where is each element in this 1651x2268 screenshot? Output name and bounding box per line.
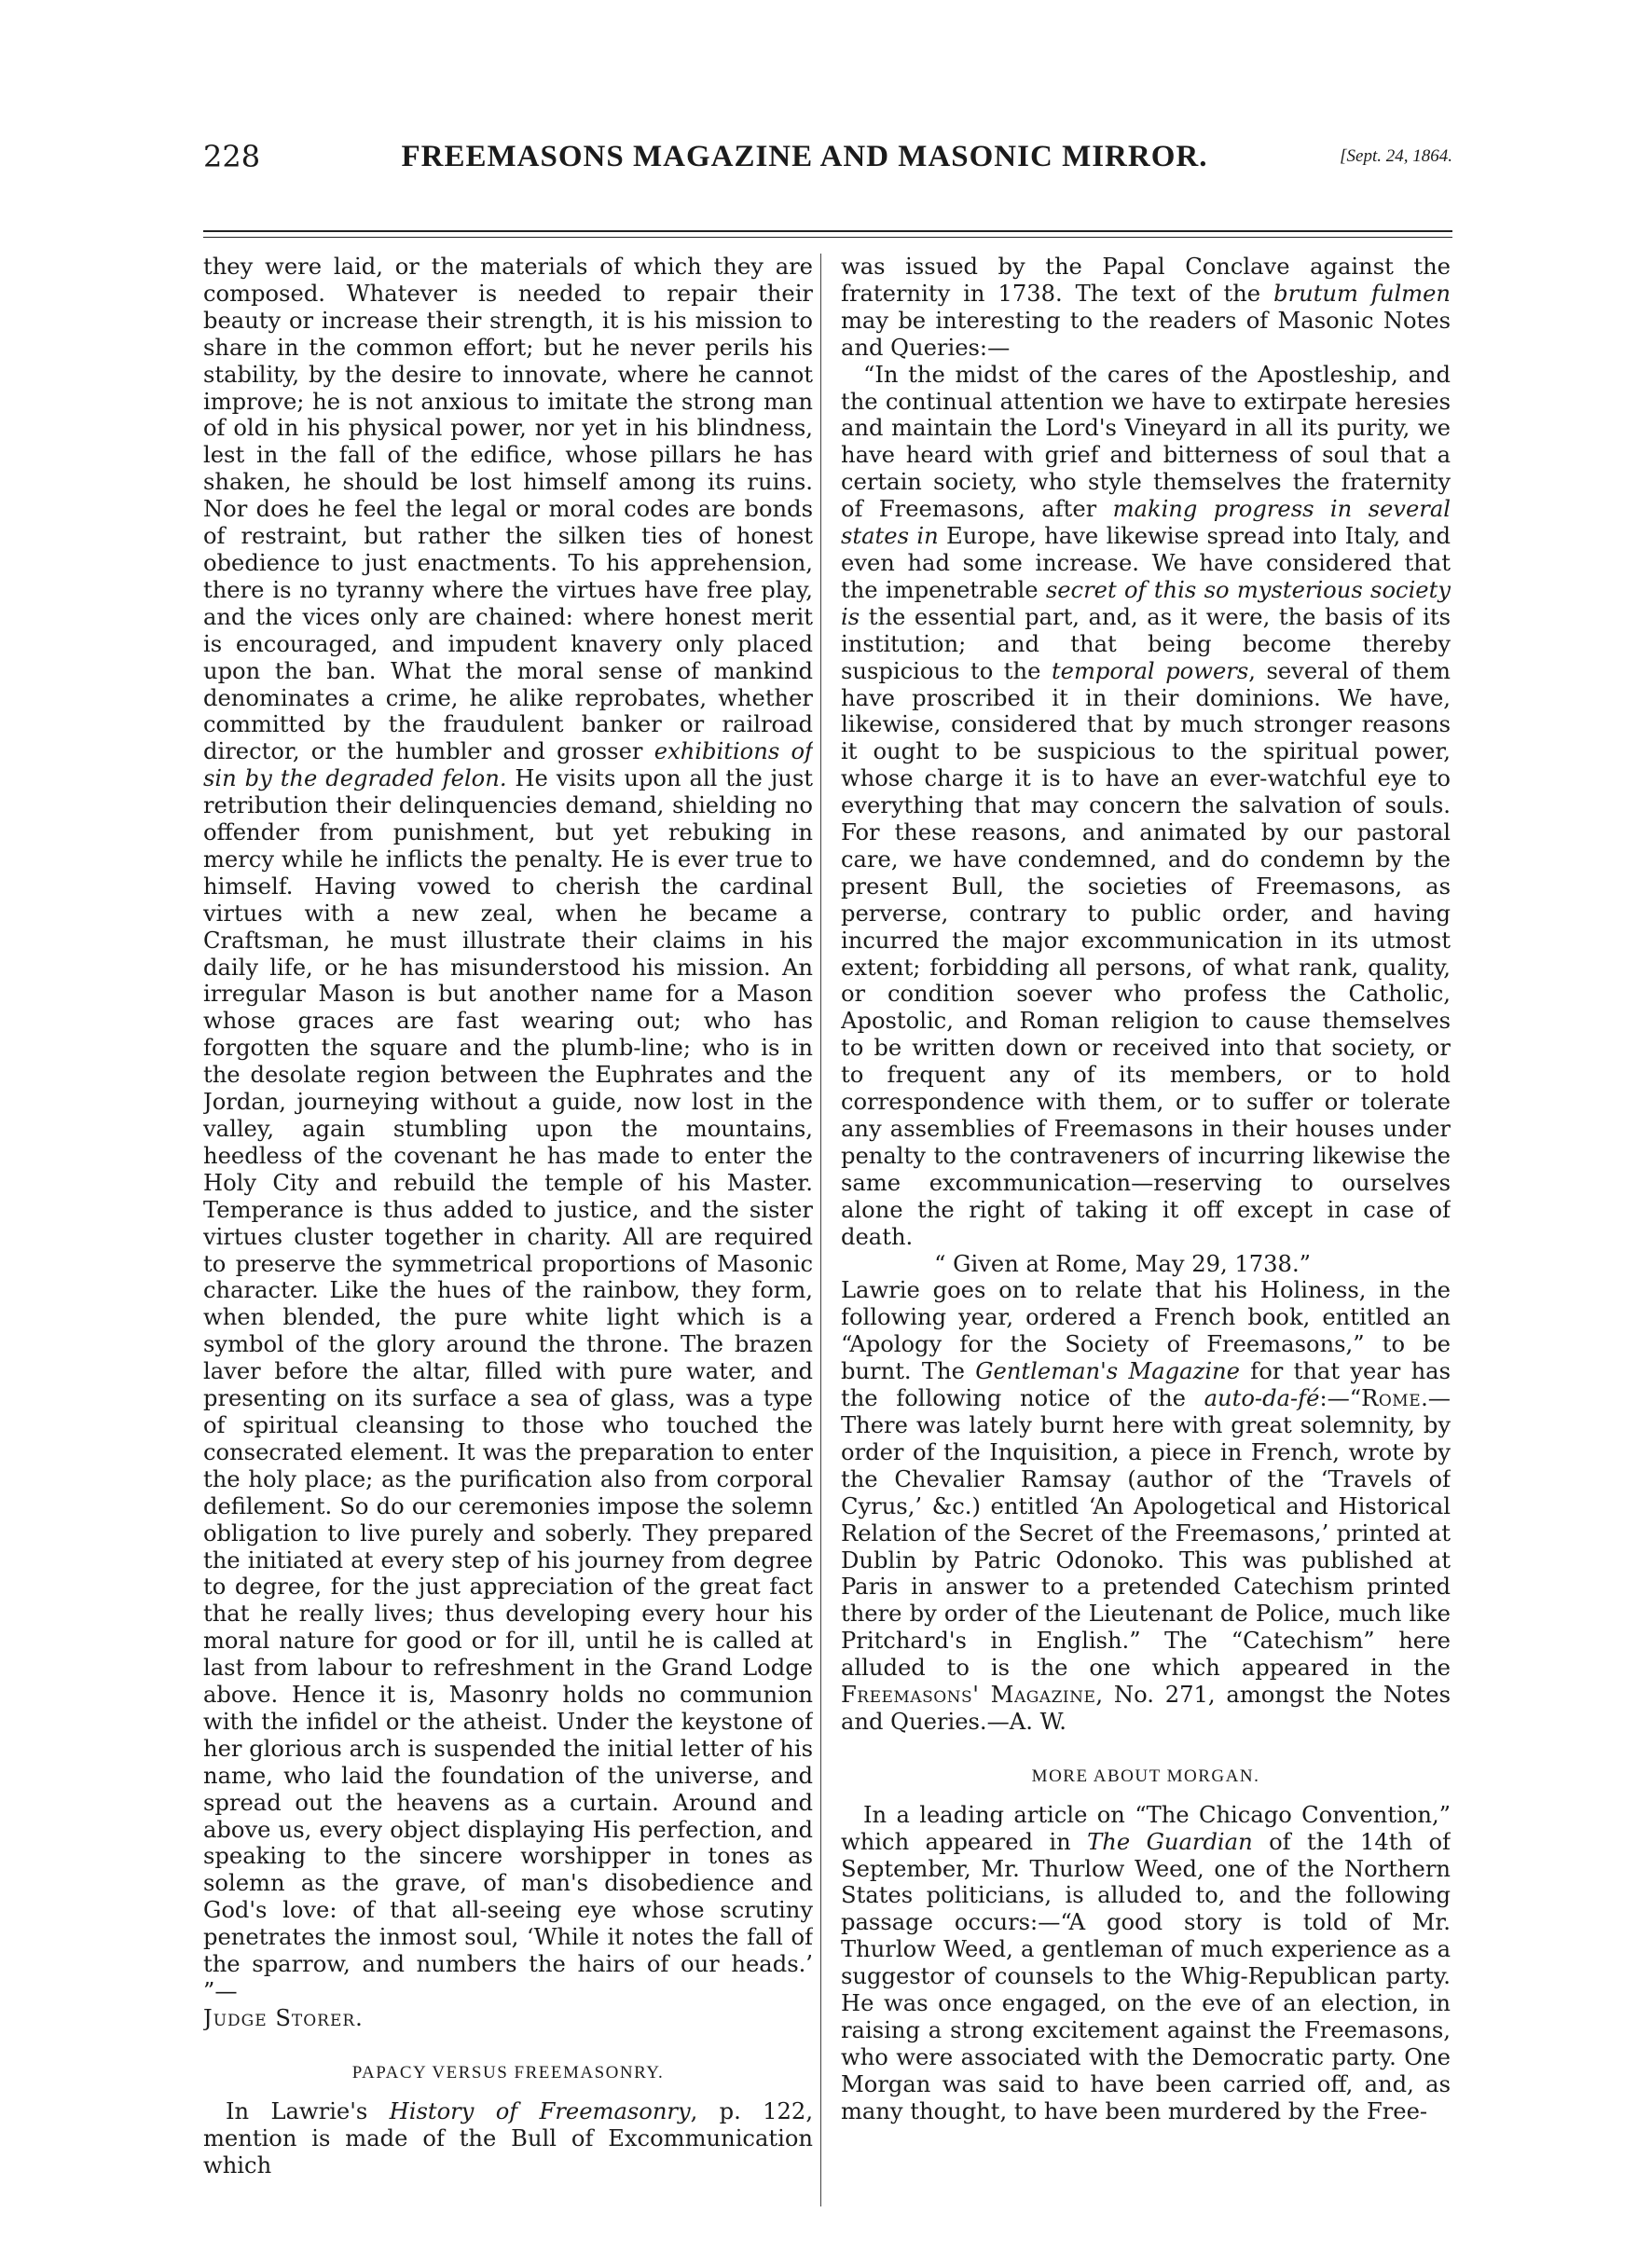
section-heading-papacy: PAPACY VERSUS FREEMASONRY. (351, 2062, 665, 2082)
paragraph-lawrie-history: In Lawrie's History of Freemasonry, p. 122, mention is made of the Bull of Excommunication which (203, 2097, 813, 2179)
page-header (203, 138, 1452, 186)
quote-date-line: “ Given at Rome, May 29, 1738.” (934, 1250, 1311, 1277)
paragraph-lawrie-continues: Lawrie goes on to relate that his Holiness, in the following year, ordered a French book, entitled an “Apology for the Society of Freemasons,” to be burnt. The Gentleman's Magazine for that year has the following notice of the auto-da-fé:—“Rome.—There was lately burnt here with great solemnity, by order of the Inquisition, a piece in French, wrote by the Chevalier Ramsay (author of the ‘Travels of Cyrus,’ &c.) entitled ‘An Apologetical and Historical Relation of the Secret of the Freemasons,’ printed at Dublin by Patric Odonoko. This was published at Paris in answer to a pretended Catechism printed there by order of the Lieutenant de Police, much like Pritchard's in English.” The “Catechism” here alluded to is the one which appeared in the Freemasons' Magazine, No. 271, amongst the Notes and Queries.—A. W. (841, 1277, 1451, 1735)
page-number: 228 (203, 139, 261, 174)
masthead-title: FREEMASONS MAGAZINE AND MASONIC MIRROR. (401, 140, 1208, 173)
paragraph-masonic-virtue: they were laid, or the materials of which they are composed. Whatever is needed to repair their beauty or increase their strength, it is his mission to share in the common effort; but he never perils his stability, by the desire to innovate, where he cannot improve; he is not anxious to imitate the strong man of old in his physical power, nor yet in his blindness, lest in the fall of the edifice, whose pillars he has shaken, he should be lost himself among its ruins. Nor does he feel the legal or moral codes are bonds of restraint, but rather the silken ties of honest obedience to just enactments. To his apprehension, there is no tyranny where the virtues have free play, and the vices only are chained: where honest merit is encouraged, and impudent knavery only placed upon the ban. What the moral sense of mankind denominates a crime, he alike reprobates, whether committed by the fraudulent banker or railroad director, or the humbler and grosser exhibitions of sin by the degraded felon. He visits upon all the just retribution their delinquencies demand, shielding no offender from punishment, but yet rebuking in mercy while he inflicts the penalty. He is ever true to himself. Having vowed to cherish the cardinal virtues with a new zeal, when he became a Craftsman, he must illustrate their claims in his daily life, or he has misunderstood his mission. An irregular Mason is but another name for a Mason whose graces are fast wearing out; who has forgotten the square and the plumb-line; who is in the desolate region between the Euphrates and the Jordan, journeying without a guide, now lost in the valley, again stumbling upon the mountains, heedless of the covenant he has made to enter the Holy City and rebuild the temple of his Master. Temperance is thus added to justice, and the sister virtues cluster together in charity. All are required to preserve the symmetrical proportions of Masonic character. Like the hues of the rainbow, they form, when blended, the pure white light which is a symbol of the glory around the throne. The brazen laver before the altar, filled with pure water, and presenting on its surface a sea of glass, was a type of spiritual cleansing to those who touched the consecrated element. It was the preparation to enter the holy place; as the purification also from corporal defilement. So do our ceremonies impose the solemn obligation to live purely and soberly. They prepared the initiated at every step of his journey from degree to degree, for the just appreciation of the great fact that he really lives; thus developing every hour his moral nature for good or for ill, until he is called at last from labour to refreshment in the Grand Lodge above. Hence it is, Masonry holds no communion with the infidel or the atheist. Under the keystone of her glorious arch is suspended the initial letter of his name, who laid the foundation of the universe, and spread out the heavens as a curtain. Around and above us, every object displaying His perfection, and speaking to the sincere worshipper in tones as solemn as the grave, of man's disobedience and God's love: of that all-seeing eye whose scrutiny penetrates the inmost soul, ‘While it notes the fall of the sparrow, and numbers the hairs of our heads.’ ”— (203, 254, 813, 2004)
left-column (203, 254, 813, 2206)
header-rule-bottom (203, 237, 1452, 238)
column-divider (820, 254, 821, 2206)
quote-papal-bull: “In the midst of the cares of the Apostleship, and the continual attention we have to extirpate heresies and maintain the Lord's Vineyard in all its purity, we have heard with grief and bitterness of soul that a certain society, who style themselves the fraternity of Freemasons, after making progress in several states in Europe, have likewise spread into Italy, and even had some increase. We have considered that the impenetrable secret of this so mysterious society is the essential part, and, as it were, the basis of its institution; and that being become thereby suspicious to the temporal powers, several of them have proscribed it in their dominions. We have, likewise, considered that by much stronger reasons it ought to be suspicious to the spiritual power, whose charge it is to have an ever-watchful eye to everything that may concern the salvation of souls. For these reasons, and animated by our pastoral care, we have condemned, and do condemn by the present Bull, the societies of Freemasons, as perverse, contrary to public order, and having incurred the major excommunication in its utmost extent; forbidding all persons, of what rank, quality, or condition soever who profess the Catholic, Apostolic, and Roman religion to cause themselves to be written down or received into that society, or to frequent any of its members, or to hold correspondence with them, or to suffer or tolerate any assemblies of Freemasons in their houses under penalty to the contraveners of incurring likewise the same excommunication—reserving to ourselves alone the right of taking it off except in case of death. (841, 361, 1451, 1250)
paragraph-papal-bull-intro: was issued by the Papal Conclave against the fraternity in 1738. The text of the brutum fulmen may be interesting to the readers of Masonic Notes and Queries:— (841, 254, 1451, 361)
issue-date: [Sept. 24, 1864. (1340, 146, 1452, 166)
paragraph-chicago-convention: In a leading article on “The Chicago Convention,” which appeared in The Guardian of the 14th of September, Mr. Thurlow Weed, one of the Northern States politicians, is alluded to, and the following passage occurs:—“A good story is told of Mr. Thurlow Weed, a gentleman of much experience as a suggestor of counsels to the Whig-Republican party. He was once engaged, on the eve of an election, in raising a strong excitement against the Freemasons, who were associated with the Democratic party. One Morgan was said to have been carried off, and, as many thought, to have been murdered by the Free- (841, 1801, 1451, 2124)
header-rule-top (203, 230, 1452, 232)
section-heading-morgan: MORE ABOUT MORGAN. (1031, 1766, 1260, 1786)
right-column (841, 254, 1451, 2206)
signature: Judge Storer. (203, 2004, 364, 2031)
